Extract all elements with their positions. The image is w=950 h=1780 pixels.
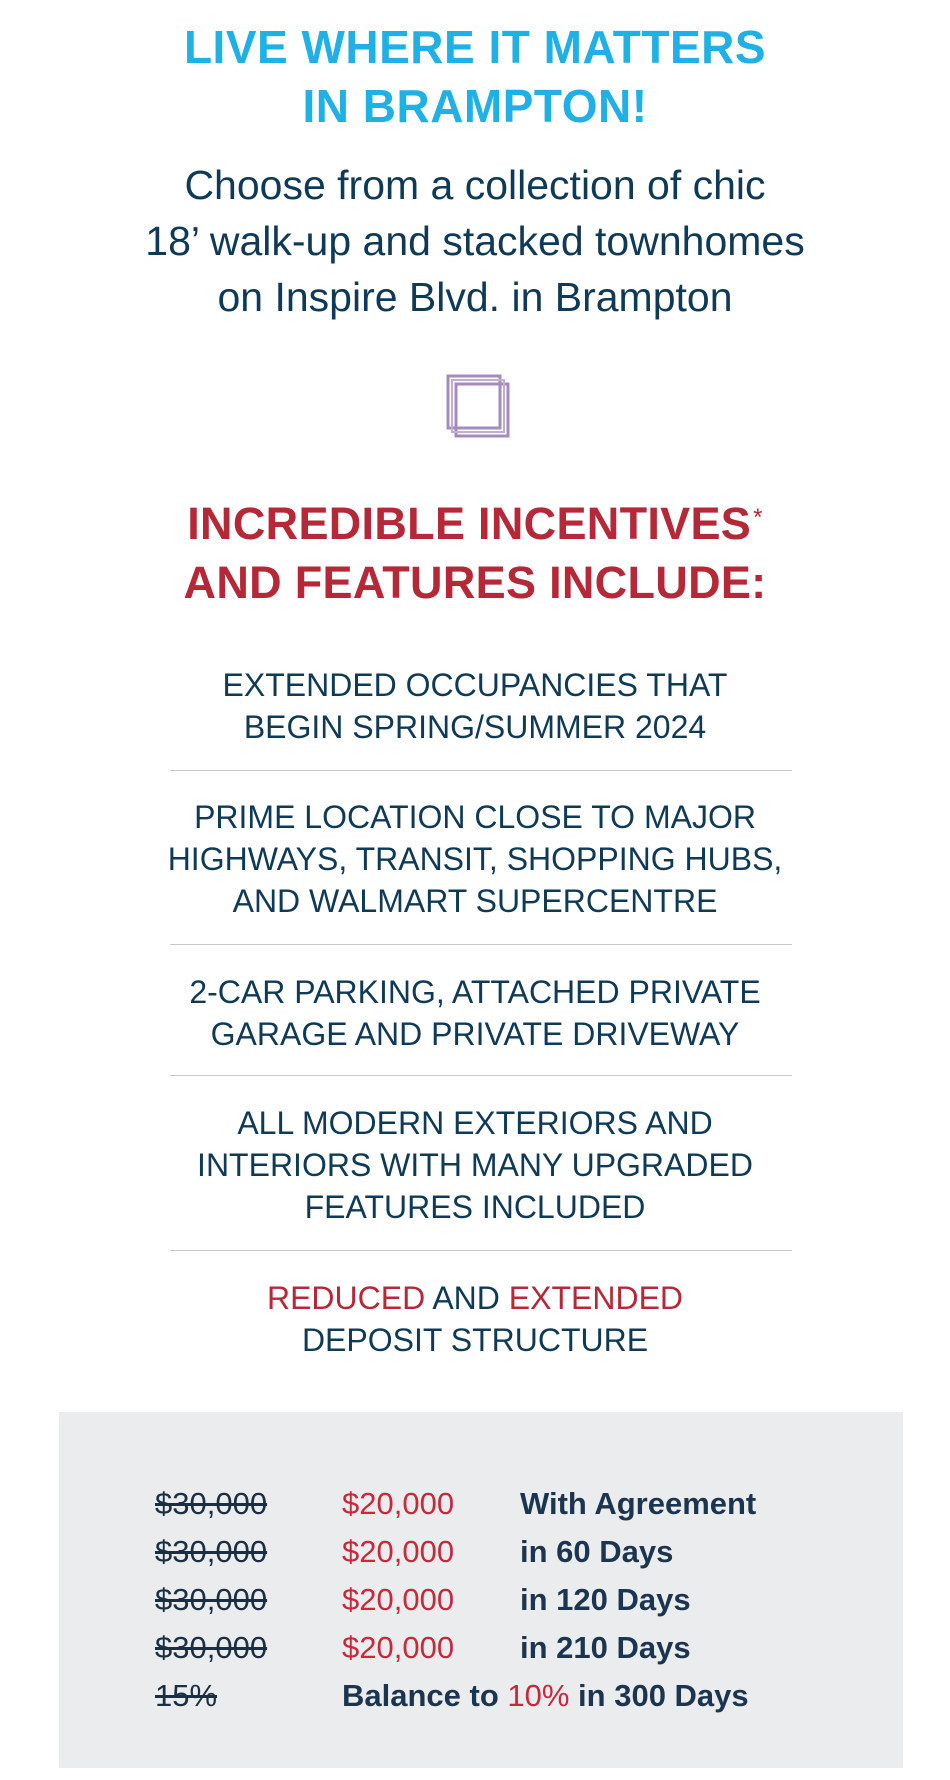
deposit-balance-description [342,1674,749,1718]
divider [170,1075,792,1076]
feature-line: AND WALMART SUPERCENTRE [232,883,718,919]
headline-line-2: IN BRAMPTON! [302,80,648,132]
feature-item-parking [0,971,950,1055]
incentives-asterisk: * [753,504,763,531]
deposit-schedule-panel [59,1412,903,1768]
deposit-old-percent: 15% [155,1678,218,1713]
feature-line: HIGHWAYS, TRANSIT, SHOPPING HUBS, [167,841,783,877]
feature-line: PRIME LOCATION CLOSE TO MAJOR [194,799,756,835]
deposit-new-amount: $20,000 [342,1486,455,1521]
feature-line: INTERIORS WITH MANY UPGRADED [197,1147,753,1183]
deposit-new-amount: $20,000 [342,1630,455,1665]
subheading-line-3: on Inspire Blvd. in Brampton [217,274,733,320]
feature-item-deposit [0,1277,950,1361]
feature-item-interiors [0,1102,950,1228]
feature-line: 2-CAR PARKING, ATTACHED PRIVATE [189,974,761,1010]
balance-text-before: Balance to [342,1678,508,1713]
deposit-balance-row [59,1674,903,1718]
feature-line: ALL MODERN EXTERIORS AND [237,1105,713,1141]
balance-percent: 10% [507,1678,570,1713]
subheading [0,157,950,325]
deposit-extended-label: EXTENDED [508,1280,684,1316]
balance-text-after: in 300 Days [569,1678,749,1713]
deposit-reduced-label: REDUCED [266,1280,426,1316]
headline-line-1: LIVE WHERE IT MATTERS [183,21,767,73]
feature-line: BEGIN SPRING/SUMMER 2024 [243,709,707,745]
feature-item-occupancy [0,664,950,748]
deposit-due-description: in 120 Days [520,1582,691,1617]
deposit-row [59,1626,903,1670]
feature-line: EXTENDED OCCUPANCIES THAT [222,667,728,703]
feature-item-location [0,796,950,922]
deposit-row [59,1530,903,1574]
incentives-line-2: AND FEATURES INCLUDE: [183,557,767,608]
deposit-old-amount: $30,000 [155,1582,268,1617]
deposit-old-amount: $30,000 [155,1630,268,1665]
deposit-due-description: in 210 Days [520,1630,691,1665]
deposit-and-label: AND [425,1280,509,1316]
feature-line: FEATURES INCLUDED [304,1189,646,1225]
deposit-new-amount: $20,000 [342,1534,455,1569]
incentives-heading [0,494,950,612]
divider [170,1250,792,1251]
deposit-due-description: With Agreement [520,1486,757,1521]
headline [0,18,950,136]
deposit-row [59,1578,903,1622]
deposit-new-amount: $20,000 [342,1582,455,1617]
overlapping-squares-icon [446,374,510,438]
divider [170,770,792,771]
deposit-structure-label: DEPOSIT STRUCTURE [301,1322,649,1358]
deposit-old-amount: $30,000 [155,1486,268,1521]
divider [170,944,792,945]
subheading-line-1: Choose from a collection of chic [184,162,766,208]
deposit-due-description: in 60 Days [520,1534,674,1569]
subheading-line-2: 18’ walk-up and stacked townhomes [145,218,805,264]
deposit-old-amount: $30,000 [155,1534,268,1569]
deposit-row [59,1482,903,1526]
incentives-line-1: INCREDIBLE INCENTIVES [187,498,752,549]
feature-line: GARAGE AND PRIVATE DRIVEWAY [210,1016,740,1052]
